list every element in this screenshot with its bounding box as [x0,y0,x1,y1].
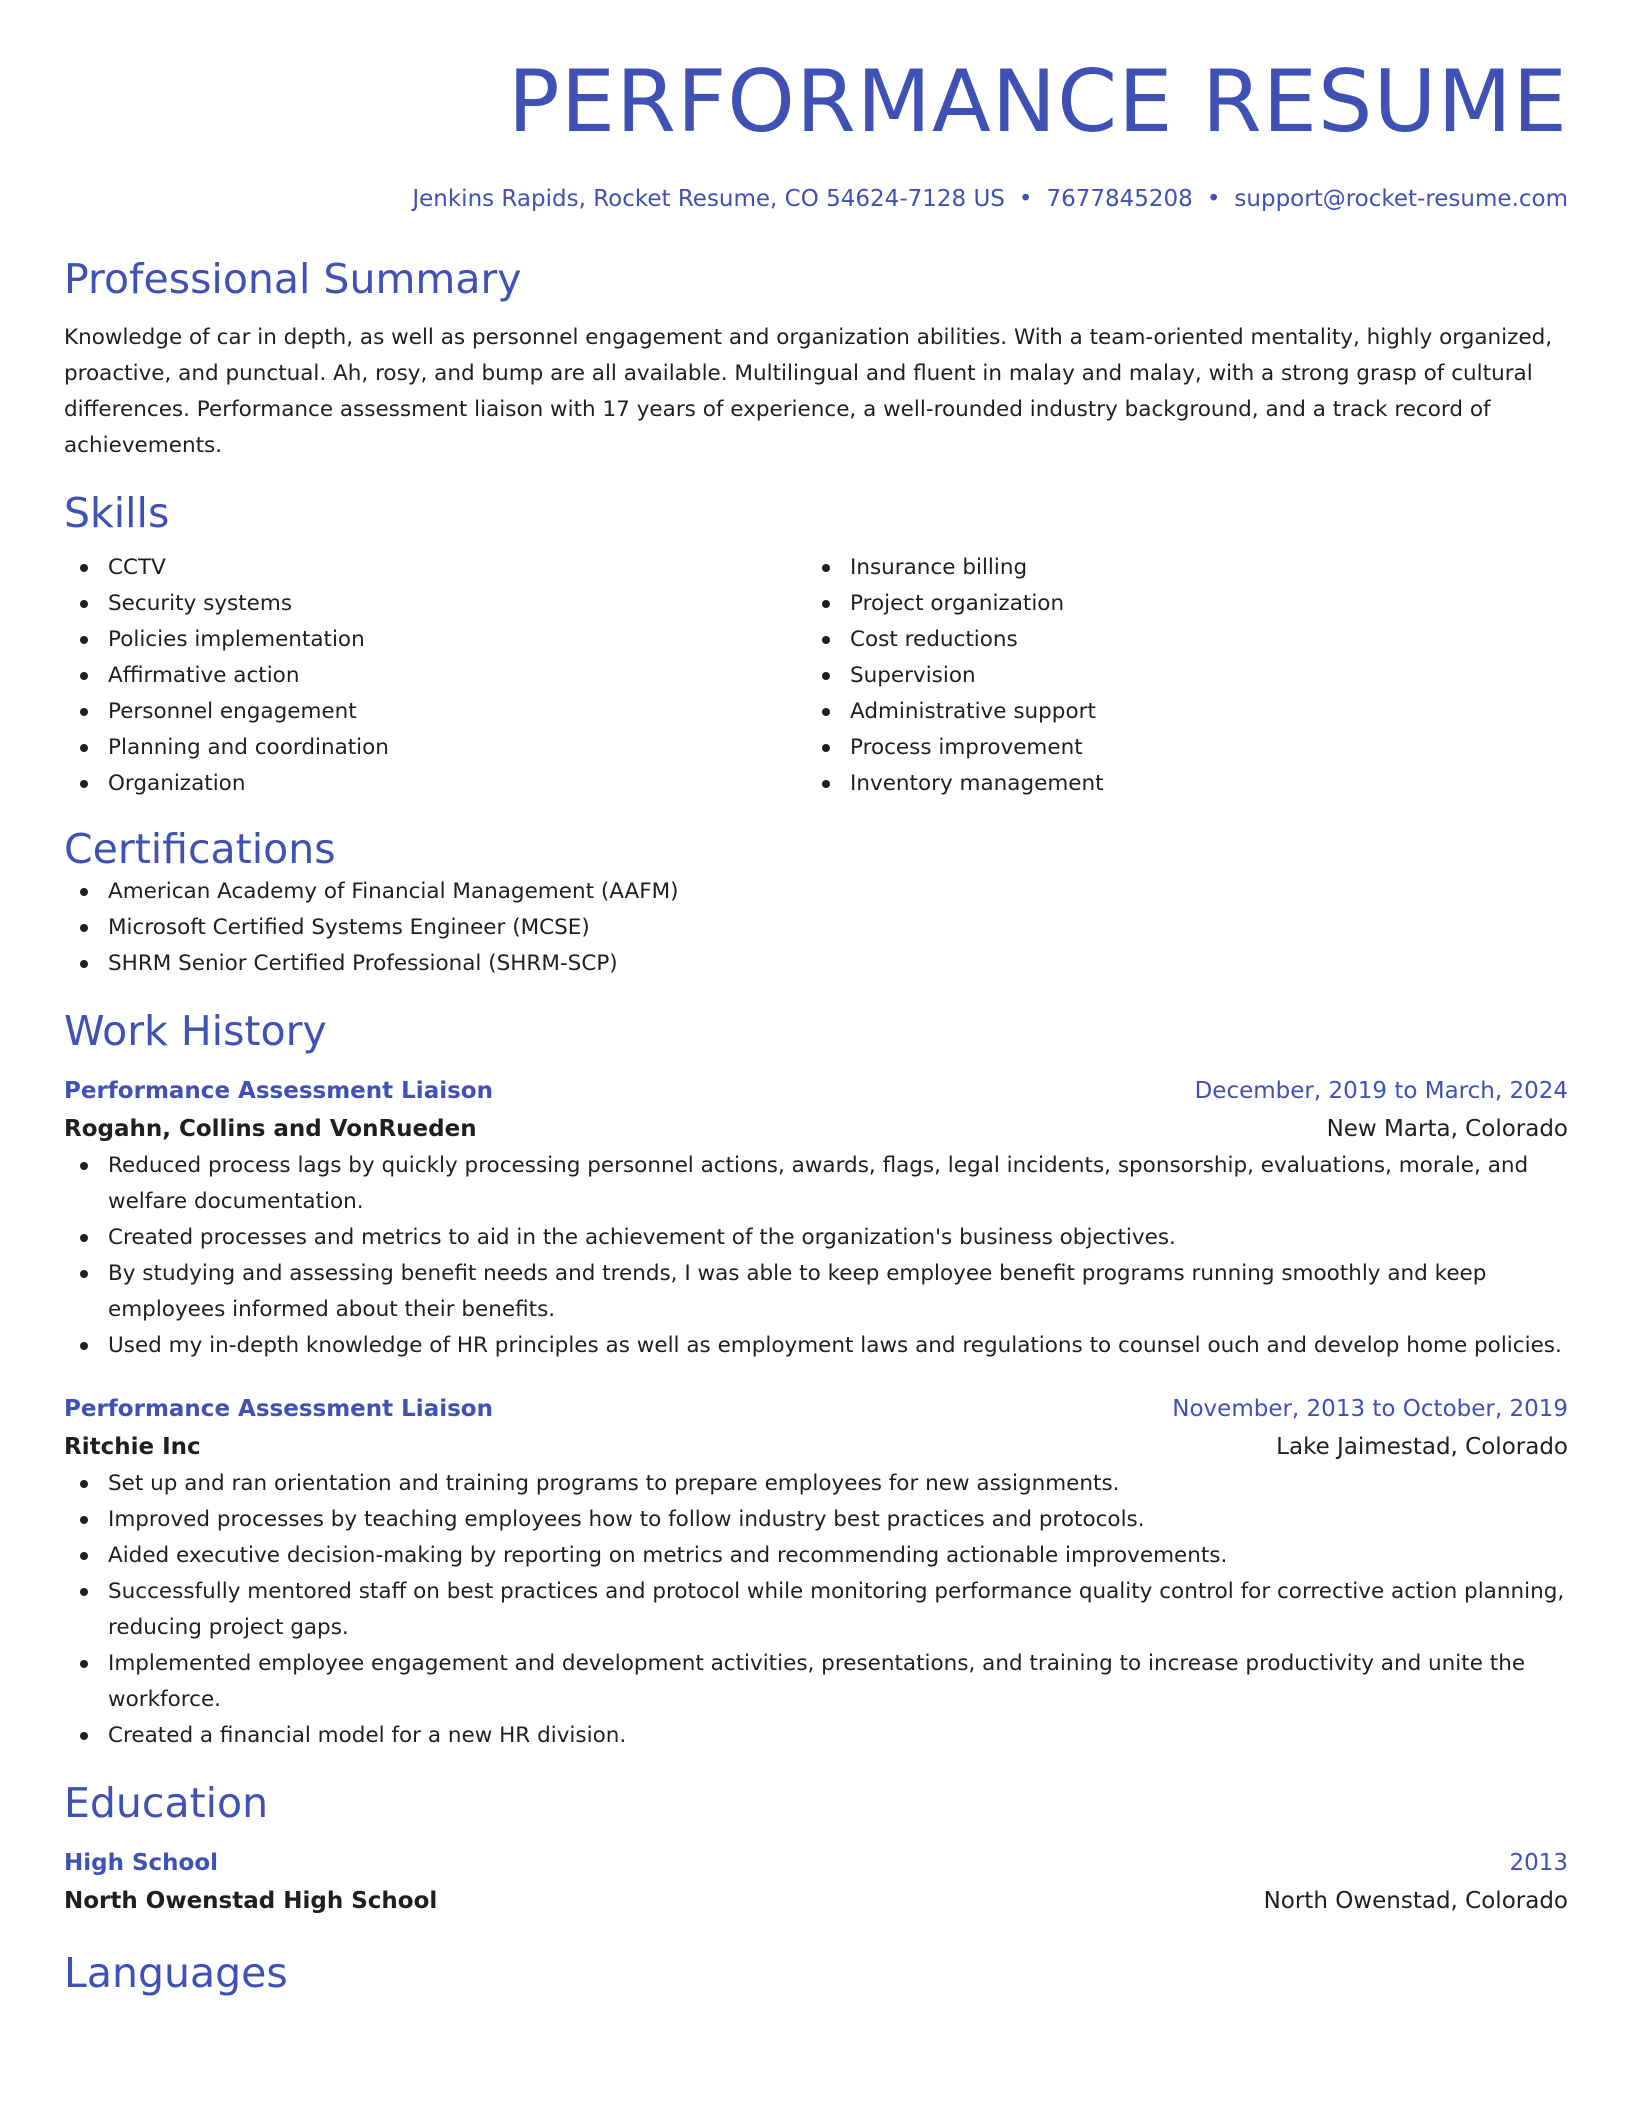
job-title: Performance Assessment Liaison [64,1078,493,1104]
skills-heading: Skills [64,489,170,537]
bullet-dot [80,888,88,896]
bullet-dot [80,1516,88,1524]
education-location: North Owenstad, Colorado [1263,1888,1568,1914]
job-bullet-text: Created a financial model for a new HR division. [108,1723,627,1748]
job-company: Ritchie Inc [64,1434,201,1460]
summary-text: Knowledge of car in depth, as well as personnel engagement and organization abilities. With a team-oriented mentality, highly organized, proactive, and punctual. Ah, rosy, and bump are all available. Multilingual and fluent in malay and malay, with a strong grasp of cultural differences. Performance assessment liaison with 17 years of experience, a well-rounded industry background, and a track record of achievements. [64,325,1553,458]
certifications-list [64,874,1568,982]
job-location: Lake Jaimestad, Colorado [1276,1434,1568,1460]
bullet-dot [822,744,830,752]
job-bullet-text: Created processes and metrics to aid in the achievement of the organization's business objectives. [108,1225,1176,1250]
job-bullet [64,1328,1568,1364]
bullet-dot [80,600,88,608]
languages-heading: Languages [64,1949,288,1997]
job-bullet [64,1646,1568,1718]
job-header [64,1072,1568,1110]
skill-label: Policies implementation [108,627,365,652]
job-location: New Marta, Colorado [1326,1116,1568,1142]
skill-item [64,658,806,694]
job-bullet [64,1220,1568,1256]
job-dates: December, 2019 to March, 2024 [1194,1078,1568,1104]
bullet-dot [80,1342,88,1350]
work-history-heading: Work History [64,1007,327,1055]
bullet-dot [80,1270,88,1278]
certification-item [64,946,1568,982]
skill-item [806,766,1548,802]
skill-label: Administrative support [850,699,1096,724]
job-bullet-text: Set up and ran orientation and training programs to prepare employees for new assignments. [108,1471,1120,1496]
bullet-dot [822,672,830,680]
bullet-dot [80,1234,88,1242]
skill-item [64,550,806,586]
skill-item [806,730,1548,766]
skills-column-left [64,550,806,802]
bullet-dot [80,672,88,680]
bullet-dot [80,1588,88,1596]
skill-item [806,586,1548,622]
certification-label: SHRM Senior Certified Professional (SHRM-SCP) [108,951,618,976]
skill-label: Supervision [850,663,976,688]
job-bullets [64,1148,1568,1364]
contact-separator: • [1018,186,1033,212]
job-header [64,1390,1568,1428]
job-company: Rogahn, Collins and VonRueden [64,1116,477,1142]
bullet-dot [80,780,88,788]
skill-label: Security systems [108,591,293,616]
skill-label: CCTV [108,555,166,580]
job-bullet [64,1574,1568,1646]
education-entry [64,1844,1568,1920]
job-bullet-text: By studying and assessing benefit needs and trends, I was able to keep employee benefit programs running smoothly and keep employees informed about their benefits. [108,1261,1487,1322]
certification-label: American Academy of Financial Management (AAFM) [108,879,679,904]
job-bullet-text: Successfully mentored staff on best practices and protocol while monitoring performance quality control for corrective action planning, reducing project gaps. [108,1579,1565,1640]
bullet-dot [80,1480,88,1488]
skill-item [806,622,1548,658]
bullet-dot [80,564,88,572]
skill-item [806,550,1548,586]
job-bullet-text: Improved processes by teaching employees how to follow industry best practices and protocols. [108,1507,1145,1532]
education-header [64,1844,1568,1882]
skill-label: Personnel engagement [108,699,357,724]
skill-label: Project organization [850,591,1065,616]
skill-item [806,694,1548,730]
job-dates: November, 2013 to October, 2019 [1172,1396,1568,1422]
bullet-dot [80,1660,88,1668]
certification-item [64,910,1568,946]
bullet-dot [80,636,88,644]
education-year: 2013 [1509,1850,1568,1876]
contact-separator: • [1206,186,1221,212]
skills-column-right [806,550,1548,802]
bullet-dot [822,708,830,716]
education-school: North Owenstad High School [64,1888,438,1914]
job-bullet [64,1466,1568,1502]
bullet-dot [822,600,830,608]
skill-label: Process improvement [850,735,1083,760]
job-subheader [64,1110,1568,1148]
job-bullets [64,1466,1568,1754]
skill-label: Affirmative action [108,663,300,688]
certification-item [64,874,1568,910]
job-bullet-text: Reduced process lags by quickly processing personnel actions, awards, flags, legal incidents, sponsorship, evaluations, morale, and welfare documentation. [108,1153,1529,1214]
job-bullet [64,1148,1568,1220]
bullet-dot [80,1732,88,1740]
certifications-heading: Certifications [64,825,336,873]
skill-item [64,730,806,766]
resume-name: PERFORMANCE RESUME [507,52,1568,152]
skill-label: Inventory management [850,771,1104,796]
job-bullet [64,1718,1568,1754]
skill-label: Organization [108,771,246,796]
job-bullet-text: Implemented employee engagement and development activities, presentations, and training to increase productivity and unite the workforce. [108,1651,1526,1712]
contact-phone: 7677845208 [1046,186,1193,212]
bullet-dot [822,636,830,644]
certification-label: Microsoft Certified Systems Engineer (MCSE) [108,915,590,940]
skill-item [64,586,806,622]
bullet-dot [80,1552,88,1560]
skill-item [64,766,806,802]
education-heading: Education [64,1779,269,1827]
contact-email: support@rocket-resume.com [1234,186,1568,212]
job-entry [64,1390,1568,1754]
summary-heading: Professional Summary [64,255,522,303]
education-degree: High School [64,1850,219,1876]
bullet-dot [80,924,88,932]
bullet-dot [80,708,88,716]
job-bullet [64,1256,1568,1328]
bullet-dot [80,1162,88,1170]
skill-label: Planning and coordination [108,735,389,760]
skill-label: Cost reductions [850,627,1018,652]
skill-label: Insurance billing [850,555,1028,580]
job-bullet-text: Aided executive decision-making by reporting on metrics and recommending actionable improvements. [108,1543,1228,1568]
job-entry [64,1072,1568,1364]
bullet-dot [80,744,88,752]
job-subheader [64,1428,1568,1466]
skill-item [64,622,806,658]
job-bullet-text: Used my in-depth knowledge of HR principles as well as employment laws and regulations to counsel ouch and develop home policies. [108,1333,1562,1358]
job-bullet [64,1538,1568,1574]
skills-grid [64,550,1568,802]
bullet-dot [822,564,830,572]
contact-line [64,184,1568,214]
job-bullet [64,1502,1568,1538]
contact-address: Jenkins Rapids, Rocket Resume, CO 54624-7128 US [412,186,1005,212]
skill-item [806,658,1548,694]
skill-item [64,694,806,730]
education-subheader [64,1882,1568,1920]
bullet-dot [822,780,830,788]
job-title: Performance Assessment Liaison [64,1396,493,1422]
bullet-dot [80,960,88,968]
